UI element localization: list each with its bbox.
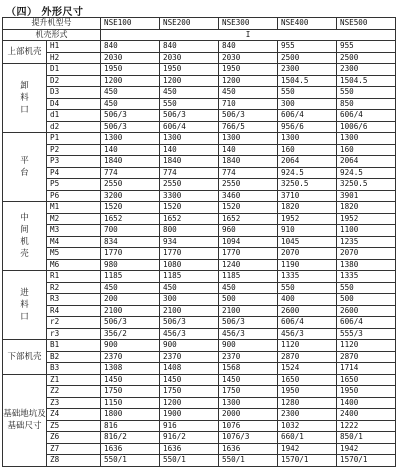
dimension-value: 2550 <box>219 179 278 191</box>
dimension-value: 2100 <box>101 305 160 317</box>
dimension-value: 2064 <box>337 156 396 168</box>
dimension-value: 2550 <box>160 179 219 191</box>
dimension-value: 550 <box>337 87 396 99</box>
dimension-value: 1408 <box>160 363 219 375</box>
group-label <box>3 271 47 340</box>
dimension-value: 3460 <box>219 190 278 202</box>
table-row <box>3 259 396 271</box>
dimension-value: 1300 <box>160 133 219 145</box>
table-row <box>3 397 396 409</box>
dimension-value: 550 <box>337 282 396 294</box>
dimension-value: 1235 <box>337 236 396 248</box>
dimension-value: 1006/6 <box>337 121 396 133</box>
dimension-value: 1636 <box>160 443 219 455</box>
dimension-value: 1185 <box>101 271 160 283</box>
model-label: 提升机型号 <box>3 18 101 30</box>
dimension-value: 955 <box>278 41 337 53</box>
table-row <box>3 213 396 225</box>
dimension-value: 1950 <box>101 64 160 76</box>
dimension-code: D3 <box>47 87 101 99</box>
dimension-value: 1570/1 <box>278 455 337 467</box>
dimension-value: 924.5 <box>337 167 396 179</box>
table-row <box>3 420 396 432</box>
dimension-value: 1650 <box>337 374 396 386</box>
dimension-value: 2300 <box>278 64 337 76</box>
model-header: NSE300 <box>219 18 278 30</box>
dimension-value: 500 <box>219 294 278 306</box>
dimension-code: d2 <box>47 121 101 133</box>
dimension-value: 956/6 <box>278 121 337 133</box>
group-label-text: 卸料口 <box>20 81 29 115</box>
group-label <box>3 41 47 64</box>
dimension-value: 900 <box>160 340 219 352</box>
header-row-casing <box>3 29 396 41</box>
casing-value: I <box>101 29 396 41</box>
dimension-value: 200 <box>101 294 160 306</box>
dimension-value: 774 <box>160 167 219 179</box>
dimension-value: 606/4 <box>337 317 396 329</box>
dimension-value: 1300 <box>278 133 337 145</box>
dimension-value: 606/4 <box>337 110 396 122</box>
dimension-value: 2870 <box>278 351 337 363</box>
dimension-value: 1520 <box>101 202 160 214</box>
table-row <box>3 248 396 260</box>
dimension-value: 2370 <box>219 351 278 363</box>
dimension-value: 606/4 <box>278 110 337 122</box>
dimension-value: 1840 <box>101 156 160 168</box>
dimension-value: 700 <box>101 225 160 237</box>
dimension-value: 840 <box>219 41 278 53</box>
dimension-value: 1750 <box>101 386 160 398</box>
table-row <box>3 64 396 76</box>
dimension-code: R1 <box>47 271 101 283</box>
dimension-code: R3 <box>47 294 101 306</box>
dimension-value: 1950 <box>219 64 278 76</box>
dimension-value: 400 <box>278 294 337 306</box>
dimension-value: 506/3 <box>101 121 160 133</box>
group-label-text: 下部机壳 <box>7 351 42 362</box>
table-row <box>3 98 396 110</box>
dimension-code: r2 <box>47 317 101 329</box>
dimension-value: 555/3 <box>337 328 396 340</box>
table-row <box>3 52 396 64</box>
dimension-code: Z6 <box>47 432 101 444</box>
dimension-value: 1200 <box>160 75 219 87</box>
dimension-value: 2070 <box>278 248 337 260</box>
dimension-value: 356/2 <box>101 328 160 340</box>
dimension-value: 1300 <box>219 133 278 145</box>
dimension-value: 1240 <box>219 259 278 271</box>
dimension-value: 1335 <box>278 271 337 283</box>
dimension-value: 1300 <box>219 397 278 409</box>
dimension-value: 2550 <box>101 179 160 191</box>
dimension-value: 1200 <box>101 75 160 87</box>
dimension-value: 1520 <box>160 202 219 214</box>
dimension-value: 1952 <box>278 213 337 225</box>
dimension-code: B3 <box>47 363 101 375</box>
dimension-value: 1200 <box>160 397 219 409</box>
dimension-value: 1800 <box>101 409 160 421</box>
group-label-text: 基础地坑及基础尺寸 <box>3 409 46 431</box>
dimension-code: P5 <box>47 179 101 191</box>
dimension-value: 456/3 <box>219 328 278 340</box>
dimension-value: 2300 <box>278 409 337 421</box>
table-row <box>3 133 396 145</box>
dimension-value: 1568 <box>219 363 278 375</box>
dimension-value: 550/1 <box>160 455 219 467</box>
dimension-value: 1636 <box>101 443 160 455</box>
dimension-value: 1570/1 <box>337 455 396 467</box>
dimension-value: 1750 <box>160 386 219 398</box>
dimension-value: 506/3 <box>101 317 160 329</box>
dimension-code: P2 <box>47 144 101 156</box>
section-title: （四） 外形尺寸 <box>6 7 84 18</box>
dimension-value: 550 <box>160 98 219 110</box>
dimension-value: 140 <box>219 144 278 156</box>
dimension-value: 2500 <box>337 52 396 64</box>
dimension-value: 450 <box>219 87 278 99</box>
table-row <box>3 87 396 99</box>
dimension-value: 1770 <box>160 248 219 260</box>
dimension-code: M6 <box>47 259 101 271</box>
group-label <box>3 133 47 202</box>
dimension-code: d1 <box>47 110 101 122</box>
dimension-value: 916 <box>160 420 219 432</box>
table-row <box>3 236 396 248</box>
dimension-value: 1185 <box>219 271 278 283</box>
table-row <box>3 110 396 122</box>
table-row <box>3 340 396 352</box>
dimension-value: 606/4 <box>160 121 219 133</box>
model-header: NSE100 <box>101 18 160 30</box>
group-label-text: 中间机壳 <box>20 213 29 259</box>
dimension-value: 2030 <box>219 52 278 64</box>
dimension-value: 1300 <box>101 133 160 145</box>
dimension-value: 550 <box>278 282 337 294</box>
dimension-value: 450 <box>101 87 160 99</box>
dimension-code: P4 <box>47 167 101 179</box>
table-row <box>3 156 396 168</box>
dimension-value: 1185 <box>160 271 219 283</box>
table-row <box>3 75 396 87</box>
dimension-value: 550 <box>278 87 337 99</box>
dimension-value: 1222 <box>337 420 396 432</box>
dimension-value: 2600 <box>278 305 337 317</box>
dimension-value: 1820 <box>337 202 396 214</box>
dimension-value: 1652 <box>101 213 160 225</box>
dimension-value: 980 <box>101 259 160 271</box>
table-row <box>3 432 396 444</box>
dimension-value: 1300 <box>337 133 396 145</box>
dimension-value: 924.5 <box>278 167 337 179</box>
dimension-code: B1 <box>47 340 101 352</box>
table-row <box>3 271 396 283</box>
dimension-value: 840 <box>101 41 160 53</box>
dimension-value: 1120 <box>337 340 396 352</box>
dimension-code: M2 <box>47 213 101 225</box>
dimension-value: 910 <box>278 225 337 237</box>
dimension-value: 1400 <box>337 397 396 409</box>
table-row <box>3 225 396 237</box>
dimension-value: 1770 <box>101 248 160 260</box>
dimension-value: 1770 <box>219 248 278 260</box>
dimension-code: H1 <box>47 41 101 53</box>
dimension-value: 3710 <box>278 190 337 202</box>
dimension-value: 1504.5 <box>337 75 396 87</box>
dimension-code: B2 <box>47 351 101 363</box>
dimension-value: 774 <box>101 167 160 179</box>
dimension-value: 450 <box>101 282 160 294</box>
dimension-value: 1750 <box>219 386 278 398</box>
casing-label: 机壳形式 <box>3 29 101 41</box>
dimension-value: 2300 <box>337 64 396 76</box>
dimension-value: 816 <box>101 420 160 432</box>
model-header: NSE400 <box>278 18 337 30</box>
dimension-value: 800 <box>160 225 219 237</box>
dimension-code: Z1 <box>47 374 101 386</box>
table-row <box>3 328 396 340</box>
model-header: NSE200 <box>160 18 219 30</box>
dimension-value: 934 <box>160 236 219 248</box>
dimension-value: 1120 <box>278 340 337 352</box>
dimension-value: 916/2 <box>160 432 219 444</box>
dimension-value: 766/5 <box>219 121 278 133</box>
dimension-value: 1190 <box>278 259 337 271</box>
dimension-value: 300 <box>278 98 337 110</box>
dimension-value: 1840 <box>219 156 278 168</box>
dimension-value: 506/3 <box>160 317 219 329</box>
dimension-value: 2030 <box>160 52 219 64</box>
dimension-value: 1950 <box>278 386 337 398</box>
dimension-value: 1950 <box>337 386 396 398</box>
dimension-code: Z7 <box>47 443 101 455</box>
dimension-value: 1952 <box>337 213 396 225</box>
dimension-code: P3 <box>47 156 101 168</box>
dimension-value: 1450 <box>160 374 219 386</box>
dimension-code: D2 <box>47 75 101 87</box>
dimension-value: 300 <box>160 294 219 306</box>
dimension-code: M4 <box>47 236 101 248</box>
table-row <box>3 167 396 179</box>
dimension-value: 3200 <box>101 190 160 202</box>
dimension-value: 816/2 <box>101 432 160 444</box>
dimension-value: 1652 <box>160 213 219 225</box>
dimension-code: Z3 <box>47 397 101 409</box>
dimension-value: 1076/3 <box>219 432 278 444</box>
dimension-value: 1094 <box>219 236 278 248</box>
dimension-value: 1520 <box>219 202 278 214</box>
dimension-value: 1900 <box>160 409 219 421</box>
table-row <box>3 179 396 191</box>
dimension-value: 2100 <box>160 305 219 317</box>
dimension-code: D4 <box>47 98 101 110</box>
dimension-value: 2070 <box>337 248 396 260</box>
dimension-value: 550/1 <box>219 455 278 467</box>
dimension-value: 3901 <box>337 190 396 202</box>
dimension-value: 160 <box>278 144 337 156</box>
dimension-value: 2600 <box>337 305 396 317</box>
table-row <box>3 409 396 421</box>
group-label <box>3 64 47 133</box>
table-row <box>3 317 396 329</box>
dimension-value: 456/3 <box>278 328 337 340</box>
dimension-code: M5 <box>47 248 101 260</box>
dimension-value: 840 <box>160 41 219 53</box>
dimension-value: 1100 <box>337 225 396 237</box>
dimension-value: 1714 <box>337 363 396 375</box>
dimension-code: Z8 <box>47 455 101 467</box>
dimension-value: 2370 <box>160 351 219 363</box>
table-row <box>3 190 396 202</box>
dimension-value: 2370 <box>101 351 160 363</box>
table-row <box>3 305 396 317</box>
dimension-value: 140 <box>101 144 160 156</box>
dimension-value: 1032 <box>278 420 337 432</box>
table-row <box>3 144 396 156</box>
dimension-value: 1652 <box>219 213 278 225</box>
dimension-value: 1308 <box>101 363 160 375</box>
dimension-value: 606/4 <box>278 317 337 329</box>
dimension-value: 2000 <box>219 409 278 421</box>
dimension-value: 774 <box>219 167 278 179</box>
dimension-code: M3 <box>47 225 101 237</box>
dimension-value: 2500 <box>278 52 337 64</box>
dimension-code: D1 <box>47 64 101 76</box>
model-header: NSE500 <box>337 18 396 30</box>
table-row <box>3 374 396 386</box>
dimension-value: 1335 <box>337 271 396 283</box>
dimension-value: 160 <box>337 144 396 156</box>
table-row <box>3 363 396 375</box>
dimension-value: 1504.5 <box>278 75 337 87</box>
dimension-value: 1076 <box>219 420 278 432</box>
dimension-code: Z4 <box>47 409 101 421</box>
dimension-code: R2 <box>47 282 101 294</box>
dimension-value: 850/1 <box>337 432 396 444</box>
dimension-value: 450 <box>160 87 219 99</box>
dimension-value: 1650 <box>278 374 337 386</box>
group-label <box>3 340 47 375</box>
table-row <box>3 294 396 306</box>
dimension-value: 1636 <box>219 443 278 455</box>
dimension-value: 955 <box>337 41 396 53</box>
dimension-value: 450 <box>219 282 278 294</box>
dimension-code: M1 <box>47 202 101 214</box>
dimension-value: 506/3 <box>219 317 278 329</box>
dimension-value: 3250.5 <box>337 179 396 191</box>
dimension-value: 506/3 <box>101 110 160 122</box>
dimension-value: 1045 <box>278 236 337 248</box>
group-label <box>3 202 47 271</box>
dimension-value: 1200 <box>219 75 278 87</box>
dimension-value: 1450 <box>219 374 278 386</box>
dimension-value: 2100 <box>219 305 278 317</box>
dimension-value: 550/1 <box>101 455 160 467</box>
dimension-value: 3250.5 <box>278 179 337 191</box>
table-row <box>3 282 396 294</box>
dimension-value: 1380 <box>337 259 396 271</box>
dimension-value: 140 <box>160 144 219 156</box>
dimension-value: 2400 <box>337 409 396 421</box>
group-label-text: 平台 <box>20 156 29 178</box>
group-label-text: 上部机壳 <box>7 47 42 57</box>
dimension-value: 850 <box>337 98 396 110</box>
dimension-value: 450 <box>101 98 160 110</box>
group-label-text: 进料口 <box>20 288 29 322</box>
table-row <box>3 351 396 363</box>
table-row <box>3 455 396 467</box>
dimension-value: 1080 <box>160 259 219 271</box>
table-row <box>3 443 396 455</box>
dimension-value: 1150 <box>101 397 160 409</box>
dimension-code: P6 <box>47 190 101 202</box>
dimension-value: 900 <box>219 340 278 352</box>
group-label <box>3 374 47 466</box>
dimension-value: 1524 <box>278 363 337 375</box>
table-row <box>3 386 396 398</box>
dimension-value: 450 <box>160 282 219 294</box>
dimension-code: H2 <box>47 52 101 64</box>
dimension-value: 506/3 <box>160 110 219 122</box>
dimension-table <box>2 17 396 467</box>
dimension-value: 660/1 <box>278 432 337 444</box>
dimension-code: P1 <box>47 133 101 145</box>
dimension-value: 960 <box>219 225 278 237</box>
dimension-value: 1280 <box>278 397 337 409</box>
dimension-value: 1942 <box>278 443 337 455</box>
dimension-value: 3300 <box>160 190 219 202</box>
dimension-value: 1942 <box>337 443 396 455</box>
dimension-value: 2870 <box>337 351 396 363</box>
dimension-value: 834 <box>101 236 160 248</box>
table-row <box>3 41 396 53</box>
dimension-value: 710 <box>219 98 278 110</box>
dimension-value: 2030 <box>101 52 160 64</box>
dimension-value: 1950 <box>160 64 219 76</box>
dimension-value: 2064 <box>278 156 337 168</box>
dimension-code: Z2 <box>47 386 101 398</box>
dimension-value: 506/3 <box>219 110 278 122</box>
table-row <box>3 121 396 133</box>
dimension-value: 900 <box>101 340 160 352</box>
dimension-code: r3 <box>47 328 101 340</box>
dimension-code: R4 <box>47 305 101 317</box>
dimension-value: 456/3 <box>160 328 219 340</box>
dimension-value: 1450 <box>101 374 160 386</box>
dimension-value: 500 <box>337 294 396 306</box>
dimension-code: Z5 <box>47 420 101 432</box>
header-row-model <box>3 18 396 30</box>
table-row <box>3 202 396 214</box>
dimension-value: 1820 <box>278 202 337 214</box>
dimension-value: 1840 <box>160 156 219 168</box>
